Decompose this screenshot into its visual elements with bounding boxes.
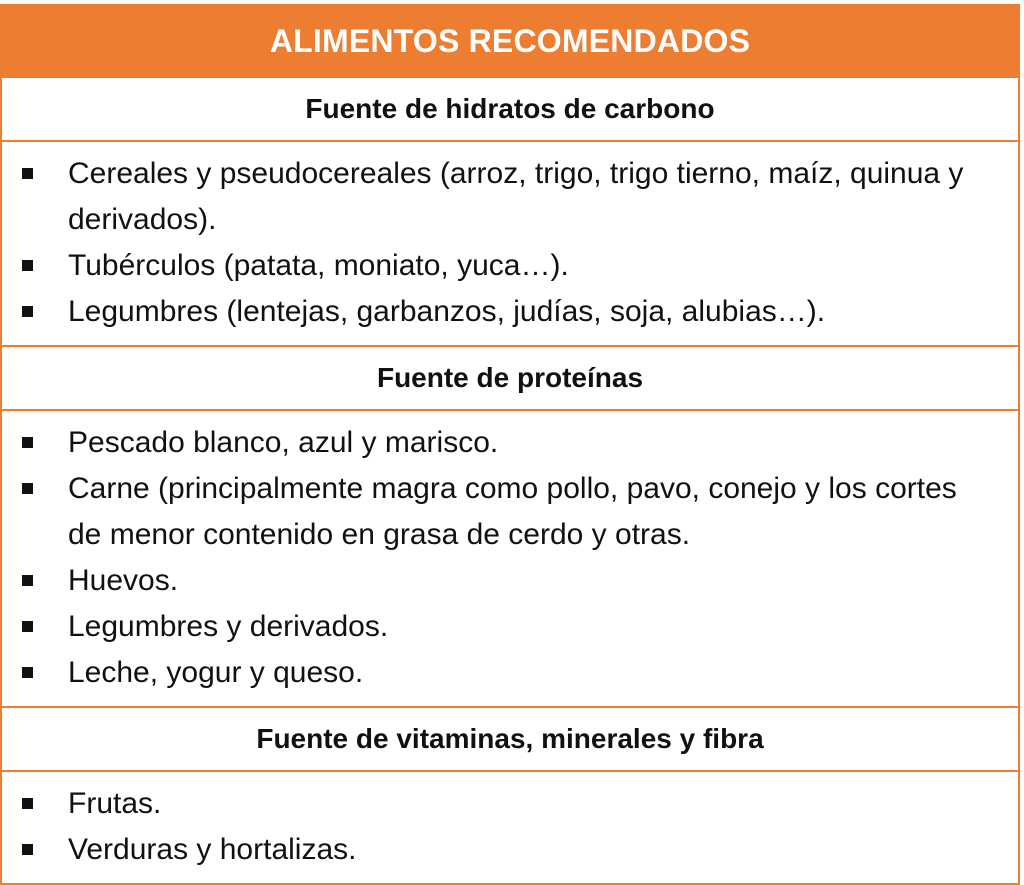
list-item-text: Huevos. — [68, 564, 179, 597]
square-bullet-icon — [22, 306, 33, 317]
list-item-text: Leche, yogur y queso. — [68, 656, 364, 689]
list-item — [2, 781, 1018, 827]
vitamins-list — [2, 781, 1018, 873]
square-bullet-icon — [22, 798, 33, 809]
list-item-text: Carne (principalmente magra como pollo, pavo, conejo y los cortes de menor contenido en grasa de cerdo y otras. — [68, 472, 957, 551]
list-item-text: Verduras y hortalizas. — [68, 833, 357, 866]
table-title: ALIMENTOS RECOMENDADOS — [269, 22, 751, 59]
list-item — [2, 420, 1018, 466]
list-item — [2, 466, 1018, 558]
section-title-proteins: Fuente de proteínas — [2, 345, 1018, 409]
list-item-text: Legumbres (lentejas, garbanzos, judías, soja, alubias…). — [68, 295, 826, 328]
list-item — [2, 289, 1018, 335]
list-item-text: Frutas. — [68, 787, 162, 820]
square-bullet-icon — [22, 437, 33, 448]
recommended-foods-table — [0, 4, 1020, 885]
list-item — [2, 827, 1018, 873]
list-item — [2, 558, 1018, 604]
square-bullet-icon — [22, 844, 33, 855]
square-bullet-icon — [22, 621, 33, 632]
carbohydrates-list — [2, 151, 1018, 335]
table-header — [2, 6, 1018, 76]
section-body-proteins — [2, 409, 1018, 706]
section-title-carbohydrates: Fuente de hidratos de carbono — [2, 76, 1018, 140]
square-bullet-icon — [22, 667, 33, 678]
list-item-text: Cereales y pseudocereales (arroz, trigo, trigo tierno, maíz, quinua y derivados). — [68, 157, 964, 236]
list-item — [2, 243, 1018, 289]
list-item-text: Legumbres y derivados. — [68, 610, 389, 643]
square-bullet-icon — [22, 260, 33, 271]
section-body-carbohydrates — [2, 140, 1018, 345]
list-item — [2, 604, 1018, 650]
square-bullet-icon — [22, 168, 33, 179]
list-item — [2, 151, 1018, 243]
list-item-text: Tubérculos (patata, moniato, yuca…). — [68, 249, 569, 282]
list-item — [2, 650, 1018, 696]
square-bullet-icon — [22, 483, 33, 494]
square-bullet-icon — [22, 575, 33, 586]
list-item-text: Pescado blanco, azul y marisco. — [68, 426, 499, 459]
proteins-list — [2, 420, 1018, 696]
section-title-vitamins: Fuente de vitaminas, minerales y fibra — [2, 706, 1018, 770]
section-body-vitamins — [2, 770, 1018, 883]
